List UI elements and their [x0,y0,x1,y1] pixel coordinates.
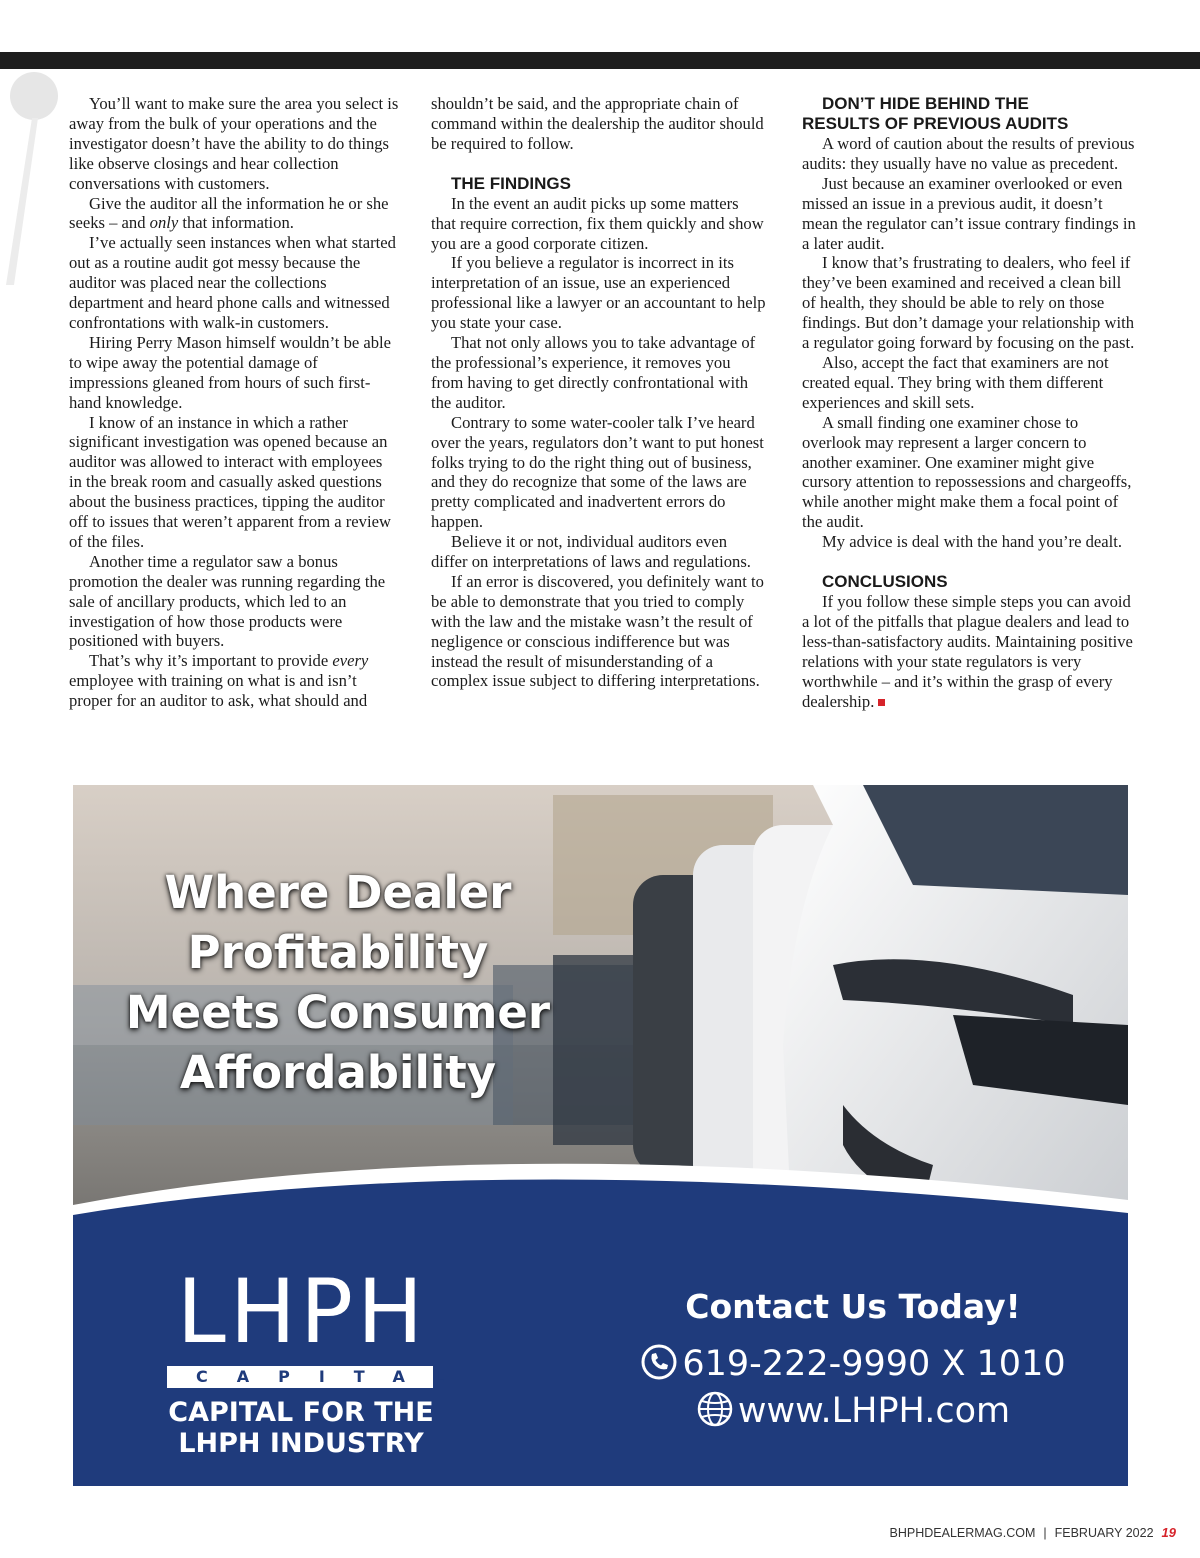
paragraph: Another time a regulator saw a bonus promotion the dealer was running regarding the sale of ancillary products, which led to an investigation of how those products were positioned with buyers. [69,551,386,651]
paragraph: Give the auditor all the information he or she seeks – and only that information. [69,193,389,233]
paragraph: I know of an instance in which a rather significant investigation was opened because an auditor was allowed to interact with employees in the break room and casually asked questions about the business practices, tipping the auditor off to issues that weren’t apparent from a review of the files. [69,412,391,551]
article-column-3 [802,94,1137,711]
paragraph: If you follow these simple steps you can avoid a lot of the pitfalls that plague dealers and lead to less-than-satisfactory audits. Maintaining positive relations with your state regulators is very worthwhile – and it’s within the grasp of every dealership. [802,592,1133,711]
paragraph: A small finding one examiner chose to overlook may represent a larger concern to another examiner. One examiner might give cursory attention to repossessions and chargeoffs, while another might make them a focal point of the audit. [802,412,1132,532]
lhph-advertisement[interactable] [73,785,1128,1486]
contact-title: Contact Us Today! [685,1287,1021,1326]
paragraph: Also, accept the fact that examiners are not created equal. They bring with them different experiences and skill sets. [802,352,1109,412]
paragraph: If an error is discovered, you definitely want to be able to demonstrate that you tried to comply with the law and the mistake wasn’t the result of negligence or conscious indifference but was instead the result of misunderstanding of a complex issue subject to differing interpretations. [431,571,764,691]
paragraph: I know that’s frustrating to dealers, who feel if they’ve been examined and received a clean bill of health, they should be able to rely on those findings. But don’t damage your relationship with a regulator going forward by focusing on the past. [802,253,1135,353]
end-of-article-mark [878,699,885,706]
paragraph: Just because an examiner overlooked or even missed an issue in a previous audit, it doesn’t mean the regulator can’t issue contrary findings in a later audit. [802,173,1136,253]
paragraph: My advice is deal with the hand you’re dealt. [822,532,1122,552]
paragraph: You’ll want to make sure the area you select is away from the bulk of your operations and the investigator doesn’t have the ability to do things like observe closings and hear collection conversations with customers. [69,94,399,193]
phone-icon [640,1343,678,1381]
globe-icon [696,1390,734,1428]
footer-site[interactable]: BHPHDEALERMAG.COM [889,1526,1036,1540]
paragraph: If you believe a regulator is incorrect in its interpretation of an issue, use an experienced professional like a lawyer or an accountant to help you state your case. [431,253,766,333]
contact-phone[interactable]: 619-222-9990 X 1010 [633,1341,1073,1387]
paragraph: Believe it or not, individual auditors even differ on interpretations of laws and regulations. [431,532,751,572]
section-heading-conclusions: CONCLUSIONS [822,572,948,592]
paragraph: A word of caution about the results of previous audits: they usually have no value as precedent. [802,134,1135,173]
ad-tagline: CAPITAL FOR THE LHPH INDUSTRY [168,1397,434,1459]
contact-website[interactable]: www.LHPH.com [633,1388,1073,1434]
footer-issue: FEBRUARY 2022 [1054,1526,1154,1540]
section-heading-findings: THE FINDINGS [451,173,571,193]
paragraph: That’s why it’s important to provide every employee with training on what is and isn’t proper for an auditor to ask, what should and [69,651,369,711]
lhph-logo-capital-bar: CAPITAL [167,1366,433,1388]
article-column-1 [69,94,399,711]
paragraph: shouldn’t be said, and the appropriate chain of command within the dealership the auditor should be required to follow. [431,94,764,153]
header-bar [0,52,1200,69]
page-number: 19 [1161,1525,1176,1540]
footer-separator: | [1043,1526,1047,1540]
decorative-pin-graphic [4,70,64,290]
section-heading-previous-audits: DON’T HIDE BEHIND THE RESULTS OF PREVIOUS AUDITS [802,94,1069,133]
page-footer [890,1524,1176,1542]
paragraph: Contrary to some water-cooler talk I’ve heard over the years, regulators don’t want to put honest folks trying to do the right thing out of business, and they do recognize that some of the laws are pretty complicated and inadvertent errors do happen. [431,412,764,532]
ad-headline: Where Dealer Profitability Meets Consumer Affordability [125,866,551,1099]
paragraph: Hiring Perry Mason himself wouldn’t be able to wipe away the potential damage of impressions gleaned from hours of such first-hand knowledge. [69,332,392,412]
paragraph: I’ve actually seen instances when what started out as a routine audit got messy because the auditor was placed near the collections department and heard phone calls and witnessed confrontations with walk-in customers. [69,233,396,332]
lhph-logo: LHPH [176,1260,428,1363]
article-column-2 [431,94,766,691]
paragraph: In the event an audit picks up some matters that require correction, fix them quickly and show you are a good corporate citizen. [431,193,764,253]
paragraph: That not only allows you to take advantage of the professional’s experience, it removes you from having to get directly confrontational with the auditor. [431,333,756,412]
